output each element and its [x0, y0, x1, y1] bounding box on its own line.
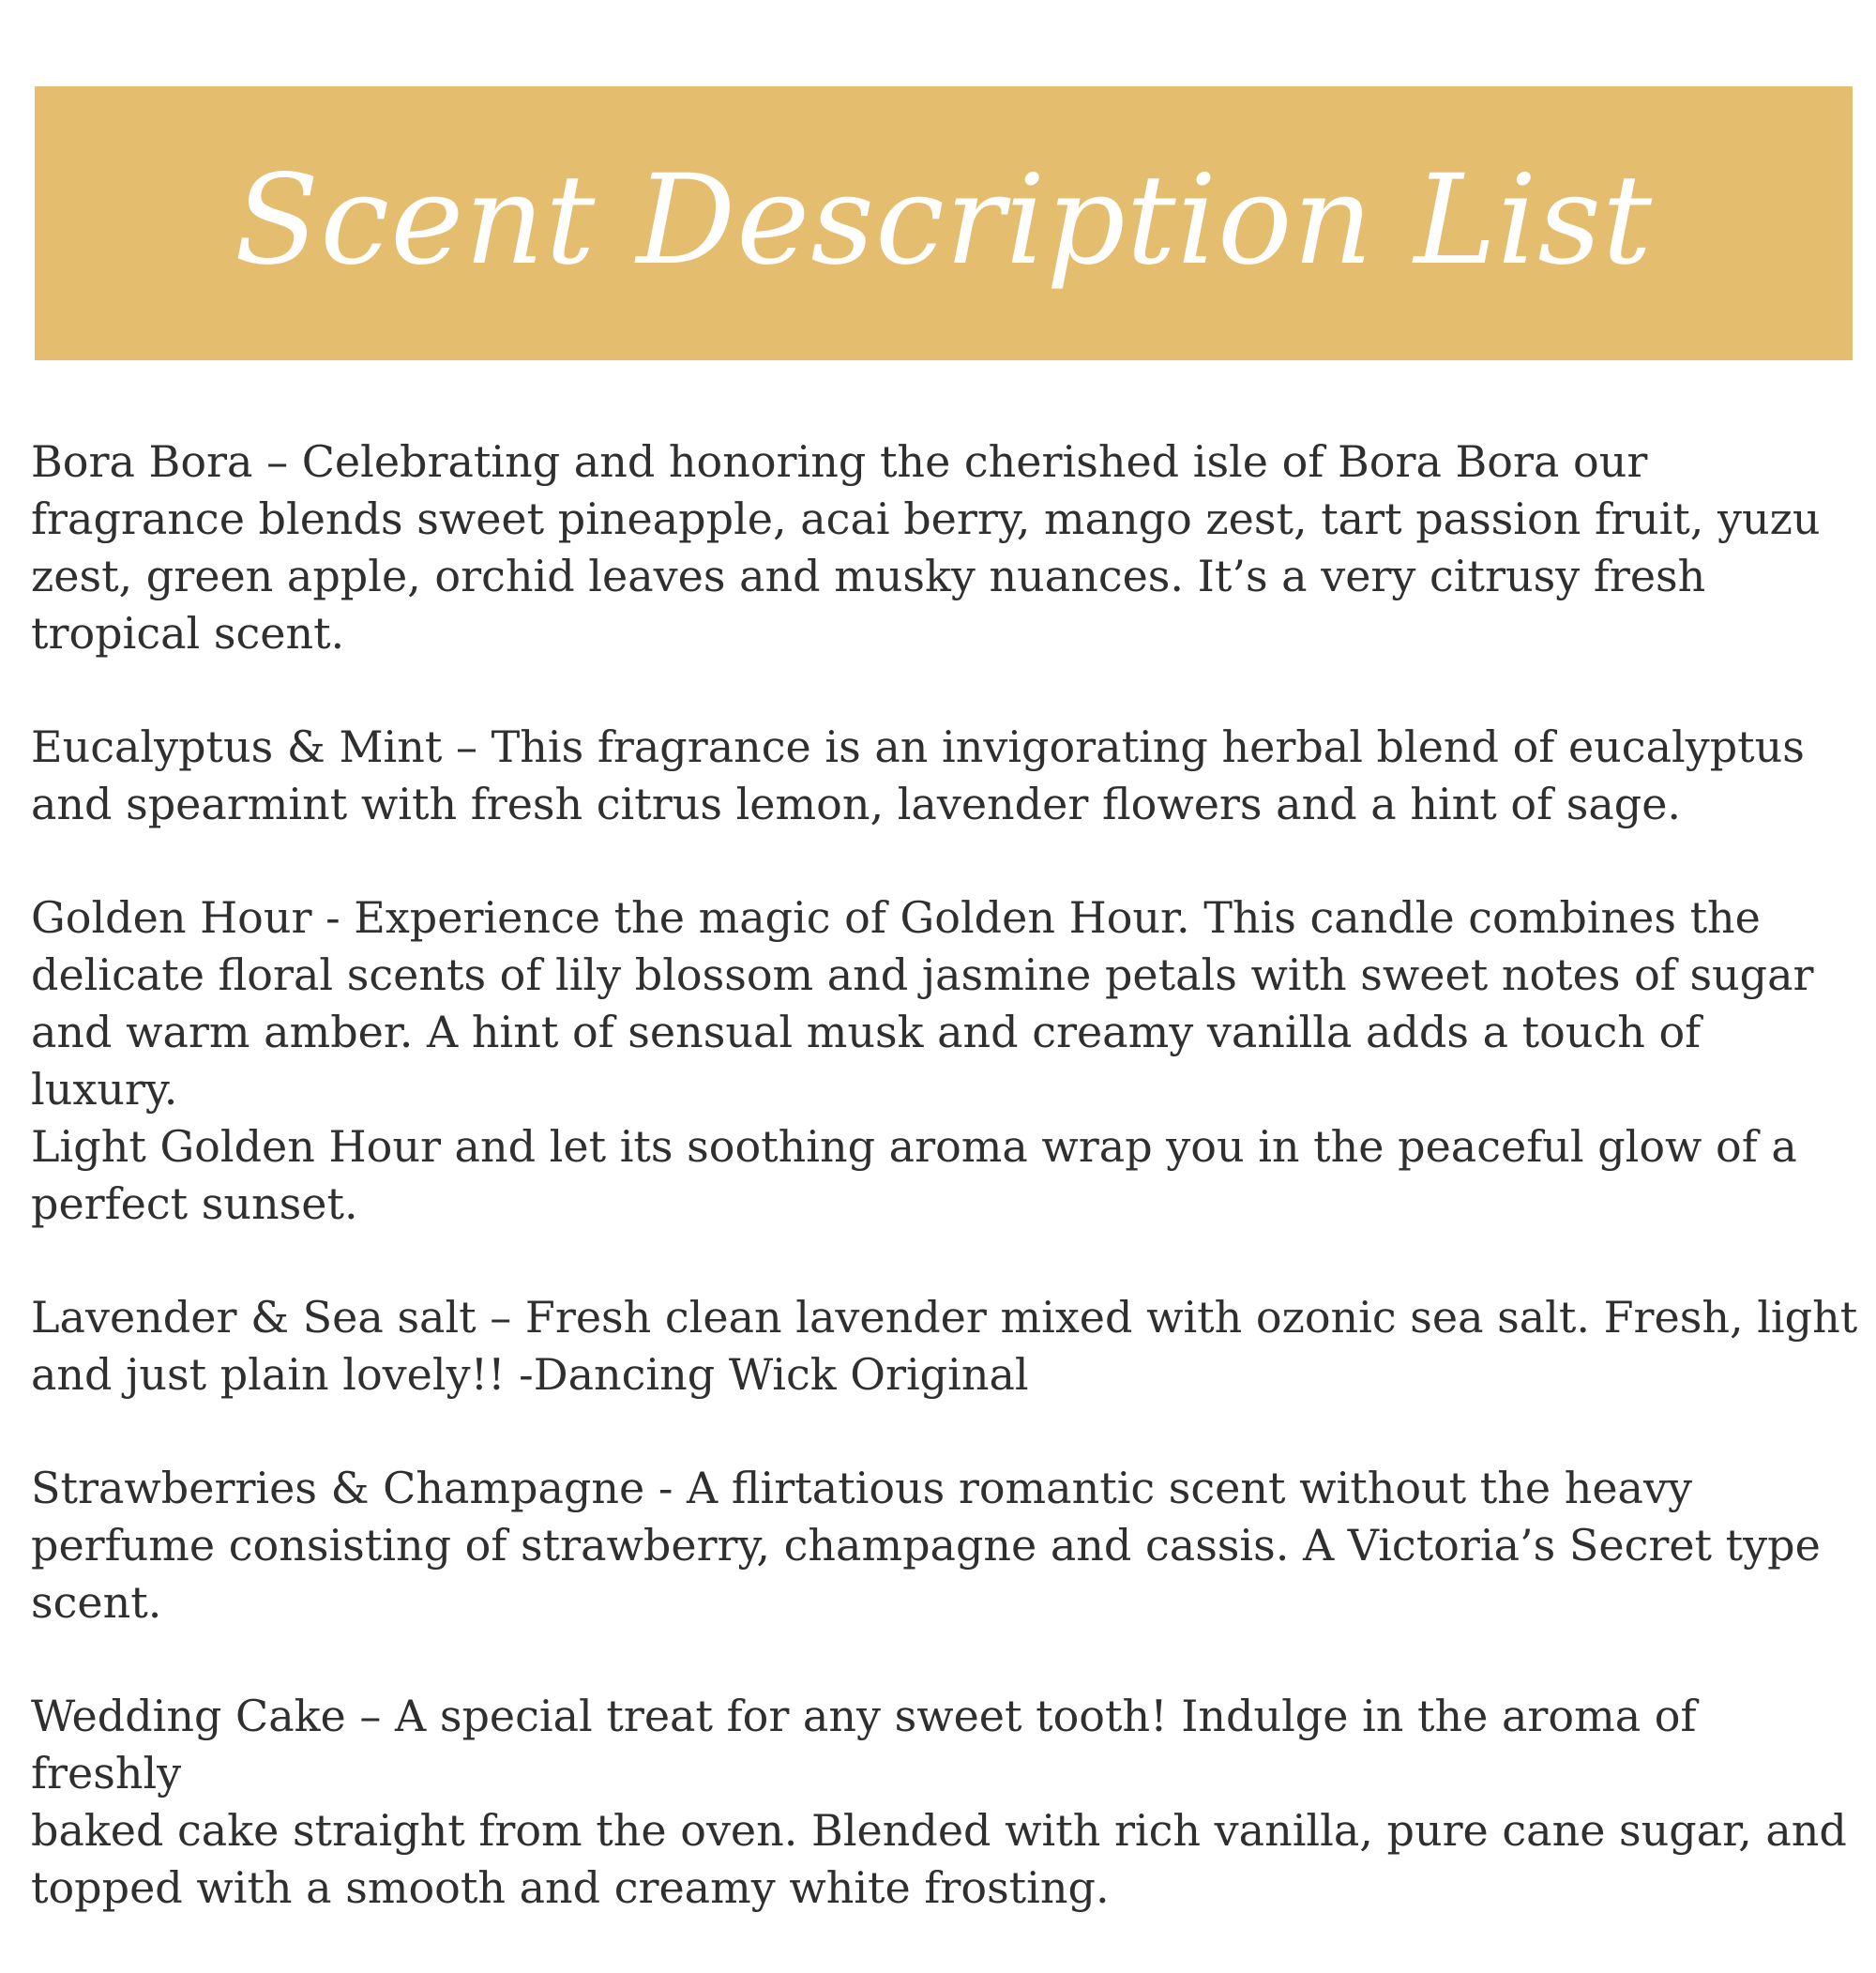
page-title: Scent Description List [234, 148, 1654, 293]
scent-entry-bora-bora: Bora Bora – Celebrating and honoring the cherished isle of Bora Bora our fragrance blends sweet pineapple, acai berry, mango zest, tart passion fruit, yuzu zest, green apple, orchid leaves and musky nuances. It’s a very citrusy fresh tropical scent. [31, 436, 1821, 659]
scent-list [31, 433, 1860, 1973]
scent-entry-golden-hour: Golden Hour - Experience the magic of Golden Hour. This candle combines the delicate floral scents of lily blossom and jasmine petals with sweet notes of sugar and warm amber. A hint of sensual musk and creamy vanilla adds a touch of luxury. Light Golden Hour and let its soothing aroma wrap you in the peaceful glow of a perfect sunset. [31, 892, 1814, 1229]
scent-entry-eucalyptus-mint: Eucalyptus & Mint – This fragrance is an invigorating herbal blend of eucalyptus and spearmint with fresh citrus lemon, lavender flowers and a hint of sage. [31, 721, 1805, 829]
scent-entry-wedding-cake: Wedding Cake – A special treat for any sweet tooth! Indulge in the aroma of freshly baked cake straight from the oven. Blended with rich vanilla, pure cane sugar, and topped with a smooth and creamy white frosting. [31, 1691, 1847, 1913]
title-banner [35, 86, 1853, 360]
scent-entry-strawberries-champagne: Strawberries & Champagne - A flirtatious romantic scent without the heavy perfume consisting of strawberry, champagne and cassis. A Victoria’s Secret type scent. [31, 1463, 1821, 1628]
scent-entry-lavender-sea-salt: Lavender & Sea salt – Fresh clean lavender mixed with ozonic sea salt. Fresh, light and just plain lovely!! -Dancing Wick Original [31, 1292, 1858, 1400]
